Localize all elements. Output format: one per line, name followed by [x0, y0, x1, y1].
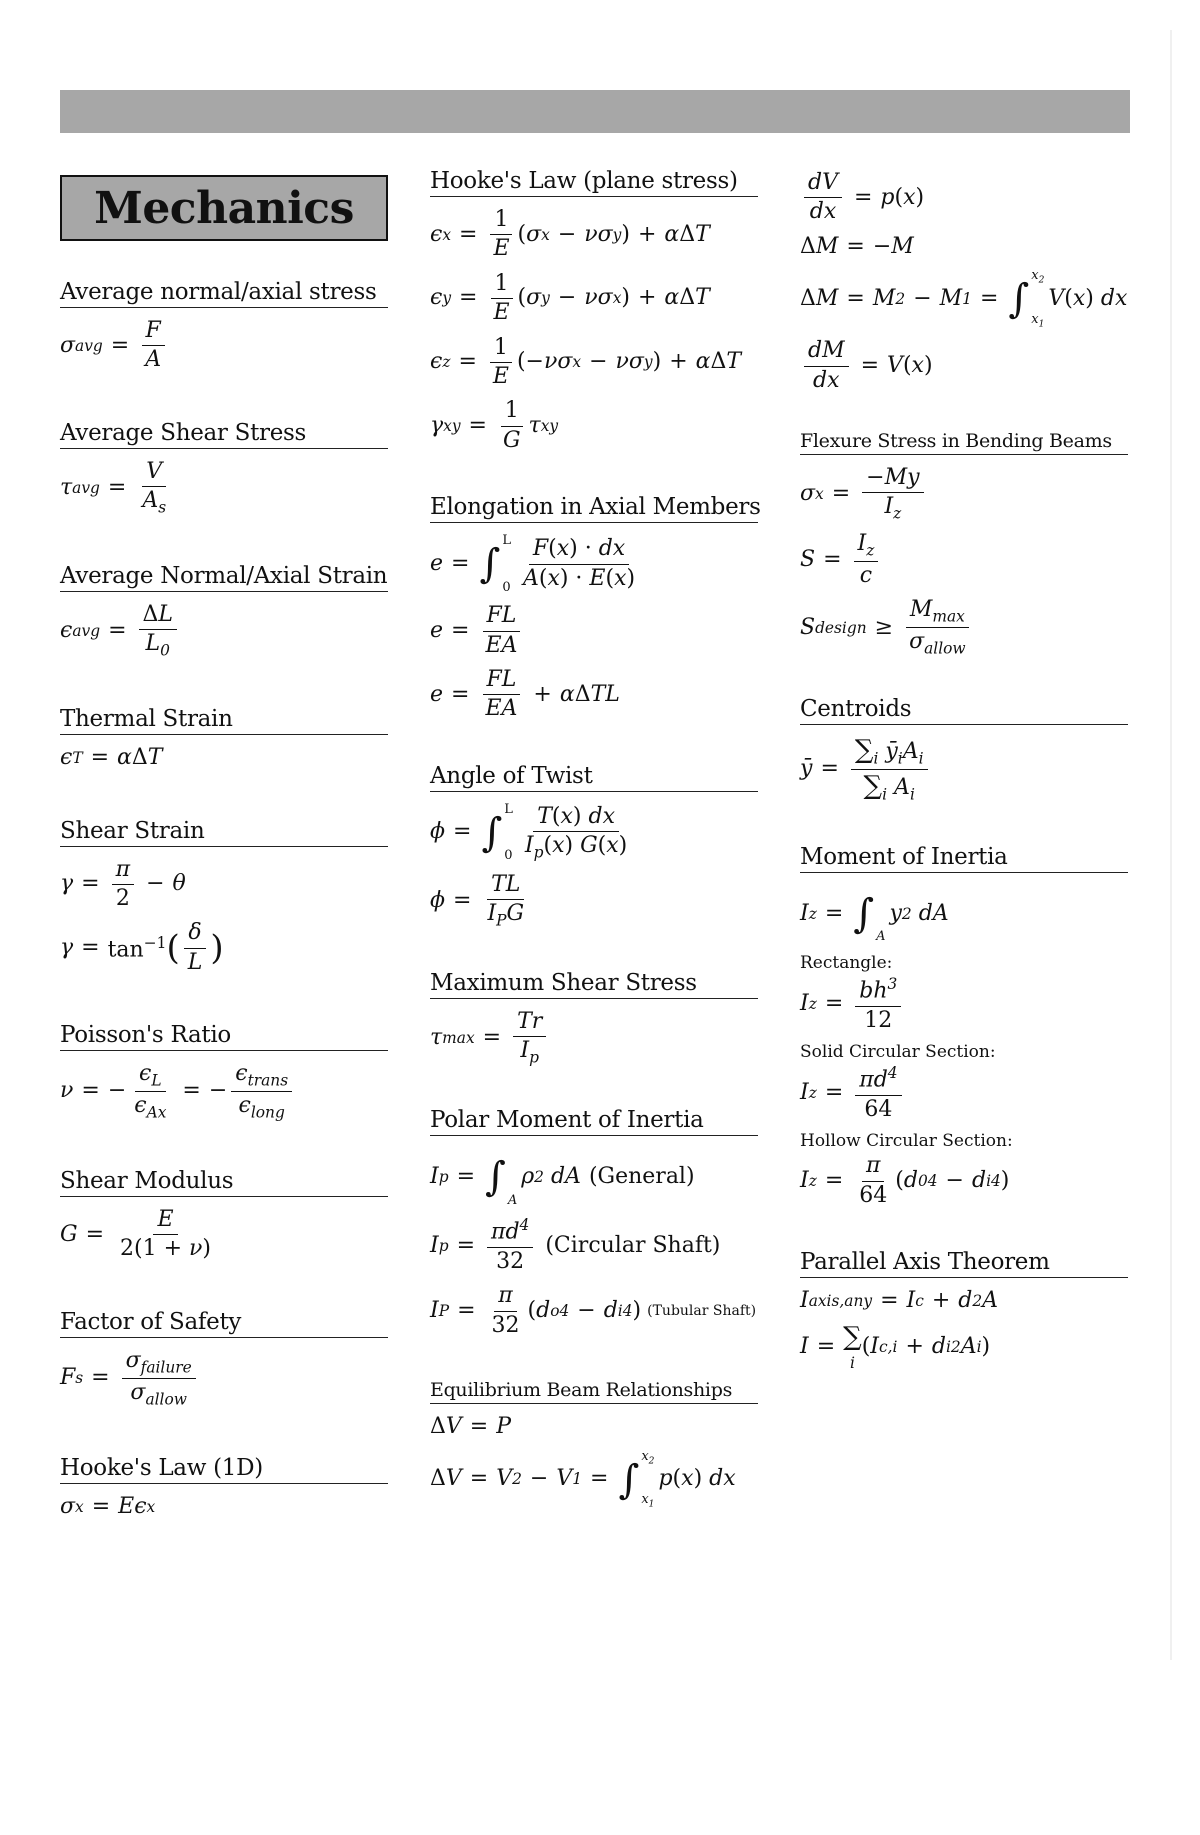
formula-eq-dv: Δ V = P [430, 1414, 512, 1440]
formula-polar-circular: I p = $\frac{\pi d^4}{32}$ (Circular Shaft) [430, 1216, 721, 1274]
formula-dm-dx: $\frac{dM}{dx}$ = V ( x ) [800, 338, 1128, 394]
section-moi [800, 844, 1128, 1209]
heading-shear-strain: Shear Strain [60, 818, 388, 847]
heading-max-shear: Maximum Shear Stress [430, 970, 758, 999]
formula-avg-shear-stress: τ avg = $\frac{V}{A_s}$ [60, 458, 167, 517]
formula-moi-rectangle: I z = $\frac{bh^3}{12}$ [800, 975, 1128, 1034]
heading-avg-normal-stress: Average normal/axial stress [60, 279, 388, 308]
heading-equilibrium: Equilibrium Beam Relationships [430, 1379, 758, 1404]
formula-polar-general: I p = ∫ A ρ 2 dA (General) [430, 1154, 695, 1208]
heading-moi: Moment of Inertia [800, 844, 1128, 873]
formula-shear-strain-1: γ = $\frac{\pi}{2}$ − θ [60, 856, 186, 912]
heading-twist: Angle of Twist [430, 763, 758, 792]
formula-parallel-2: I = ∑ i ( I c,i + d i 2 A i ) [800, 1322, 991, 1372]
formula-dm-minus: Δ M = − M [800, 233, 914, 259]
heading-avg-strain: Average Normal/Axial Strain [60, 563, 388, 592]
formula-thermal-strain: ϵ T = α Δ T [60, 745, 163, 771]
heading-parallel-axis: Parallel Axis Theorem [800, 1249, 1128, 1278]
formula-moi-solid: I z = $\frac{\pi d^4}{64}$ [800, 1064, 1128, 1123]
section-max-shear [430, 970, 758, 1067]
formula-shear-strain-2: γ = $\tan^{-1}$ ( $\frac{\delta}{L}$ ) [60, 920, 224, 975]
formula-twist-1: ϕ = ∫ L 0 $\frac{T(x) dx}{I_p(x) G(x)}$ [430, 801, 628, 864]
note-circular: (Circular Shaft) [545, 1232, 721, 1258]
note-solid-circular: Solid Circular Section: [800, 1042, 996, 1063]
formula-safety: F s = $\frac{\sigma_{failure}}{\sigma_{allow}}$ [60, 1348, 388, 1409]
section-centroids [800, 696, 1128, 804]
heading-polar: Polar Moment of Inertia [430, 1107, 758, 1136]
formula-elongation-1: e = ∫ L 0 $\frac{F(x) \cdot dx}{A(x) \cdot E(x)}$ [430, 533, 636, 595]
column-2 [430, 168, 761, 1557]
note-hollow-circular: Hollow Circular Section: [800, 1131, 1013, 1152]
section-hooke-1d [60, 1455, 388, 1520]
page-title: Mechanics [94, 182, 354, 234]
formula-parallel-1: I axis,any = I c + d 2 A [800, 1287, 999, 1313]
formula-dv-dx: $\frac{dV}{dx}$ = p ( x ) [800, 170, 1128, 226]
formula-max-shear: τ max = $\frac{Tr}{I_p}$ [430, 1009, 758, 1067]
formula-hooke-ex: ϵ x = $\frac{1}{E}$ ( σ x − νσ y ) + α Δ T [430, 207, 710, 262]
section-equilibrium [430, 1379, 758, 1510]
section-parallel-axis [800, 1249, 1128, 1372]
heading-elongation: Elongation in Axial Members [430, 494, 758, 523]
section-avg-normal-stress [60, 279, 388, 374]
section-avg-shear-stress [60, 420, 388, 517]
section-safety [60, 1309, 388, 1409]
heading-thermal-strain: Thermal Strain [60, 706, 388, 735]
formula-hooke-gxy: γ xy = $\frac{1}{G}$ τ xy [430, 398, 559, 453]
formula-poisson: ν = − $\frac{\epsilon_L}{\epsilon_{Ax}}$ = − $\frac{\epsilon_{trans}}{\epsilon_{long}}$ [60, 1061, 388, 1122]
heading-shear-modulus: Shear Modulus [60, 1168, 388, 1197]
formula-hooke-1d: σ x = Eϵ x [60, 1493, 156, 1519]
formula-hooke-ey: ϵ y = $\frac{1}{E}$ ( σ y − νσ x ) + α Δ T [430, 270, 710, 326]
formula-elongation-3: e = $\frac{FL}{EA}$ + α Δ TL [430, 666, 620, 722]
section-poisson [60, 1022, 388, 1122]
section-beam-derivatives [800, 170, 1128, 394]
section-thermal-strain [60, 706, 388, 771]
section-twist [430, 763, 758, 930]
formula-section-modulus: S = $\frac{I_z}{c}$ [800, 531, 1128, 589]
formula-avg-normal-stress: σ avg = $\frac{F}{A}$ [60, 318, 388, 374]
section-elongation [430, 494, 761, 723]
formula-moi-general: I z = ∫ A y 2 dA [800, 890, 949, 945]
title-box [60, 175, 388, 241]
heading-centroids: Centroids [800, 696, 1128, 725]
formula-dm-int: Δ M = M 2 − M 1 = ∫ $x_2$ $x_1$ V ( x ) dx [800, 268, 1128, 330]
formula-eq-dv-int: Δ V = V 2 − V 1 = ∫ $x_2$ $x_1$ p ( x ) dx [430, 1448, 736, 1510]
header-bar [60, 90, 1130, 133]
page-edge [1170, 30, 1172, 1660]
formula-polar-tubular: I P = $\frac{\pi}{32}$ ( d o 4 − d i 4 ) (Tubular Shaft) [430, 1283, 757, 1338]
section-polar [430, 1107, 758, 1339]
section-hooke-plane [430, 168, 758, 454]
section-shear-strain [60, 818, 388, 977]
heading-poisson: Poisson's Ratio [60, 1022, 388, 1051]
column-1 [60, 168, 388, 1566]
formula-flexure: σ x = $\frac{-My}{I_z}$ [800, 465, 1128, 523]
note-tubular: (Tubular Shaft) [647, 1302, 757, 1319]
section-flexure [800, 430, 1128, 658]
formula-twist-2: ϕ = $\frac{TL}{I_PG}$ [430, 871, 525, 930]
formula-moi-hollow: I z = $\frac{\pi}{64}$ ( d 0 4 − d i 4 ) [800, 1153, 1010, 1208]
formula-centroid: ȳ = $\frac{\sum_i ȳ_iA_i}{\sum_i A_i}$ [800, 735, 1128, 804]
formula-shear-modulus: G = $\frac{E}{2(1 + \nu)}$ [60, 1207, 211, 1262]
heading-hooke-plane: Hooke's Law (plane stress) [430, 168, 758, 197]
section-avg-strain [60, 563, 388, 660]
note-general: (General) [588, 1164, 695, 1190]
heading-hooke-1d: Hooke's Law (1D) [60, 1455, 388, 1484]
formula-elongation-2: e = $\frac{FL}{EA}$ [430, 603, 758, 659]
heading-flexure: Flexure Stress in Bending Beams [800, 430, 1128, 455]
formula-s-design: S design ≥ $\frac{M_{max}}{\sigma_{allow}}$ [800, 597, 1128, 658]
heading-avg-shear-stress: Average Shear Stress [60, 420, 388, 449]
column-3 [800, 168, 1128, 1418]
heading-safety: Factor of Safety [60, 1309, 388, 1338]
formula-avg-strain: ϵ avg = $\frac{\Delta L}{L_0}$ [60, 602, 388, 660]
section-shear-modulus [60, 1168, 388, 1263]
note-rectangle: Rectangle: [800, 952, 893, 973]
formula-hooke-ez: ϵ z = $\frac{1}{E}$ (− νσ x − νσ y ) + α Δ T [430, 334, 742, 389]
